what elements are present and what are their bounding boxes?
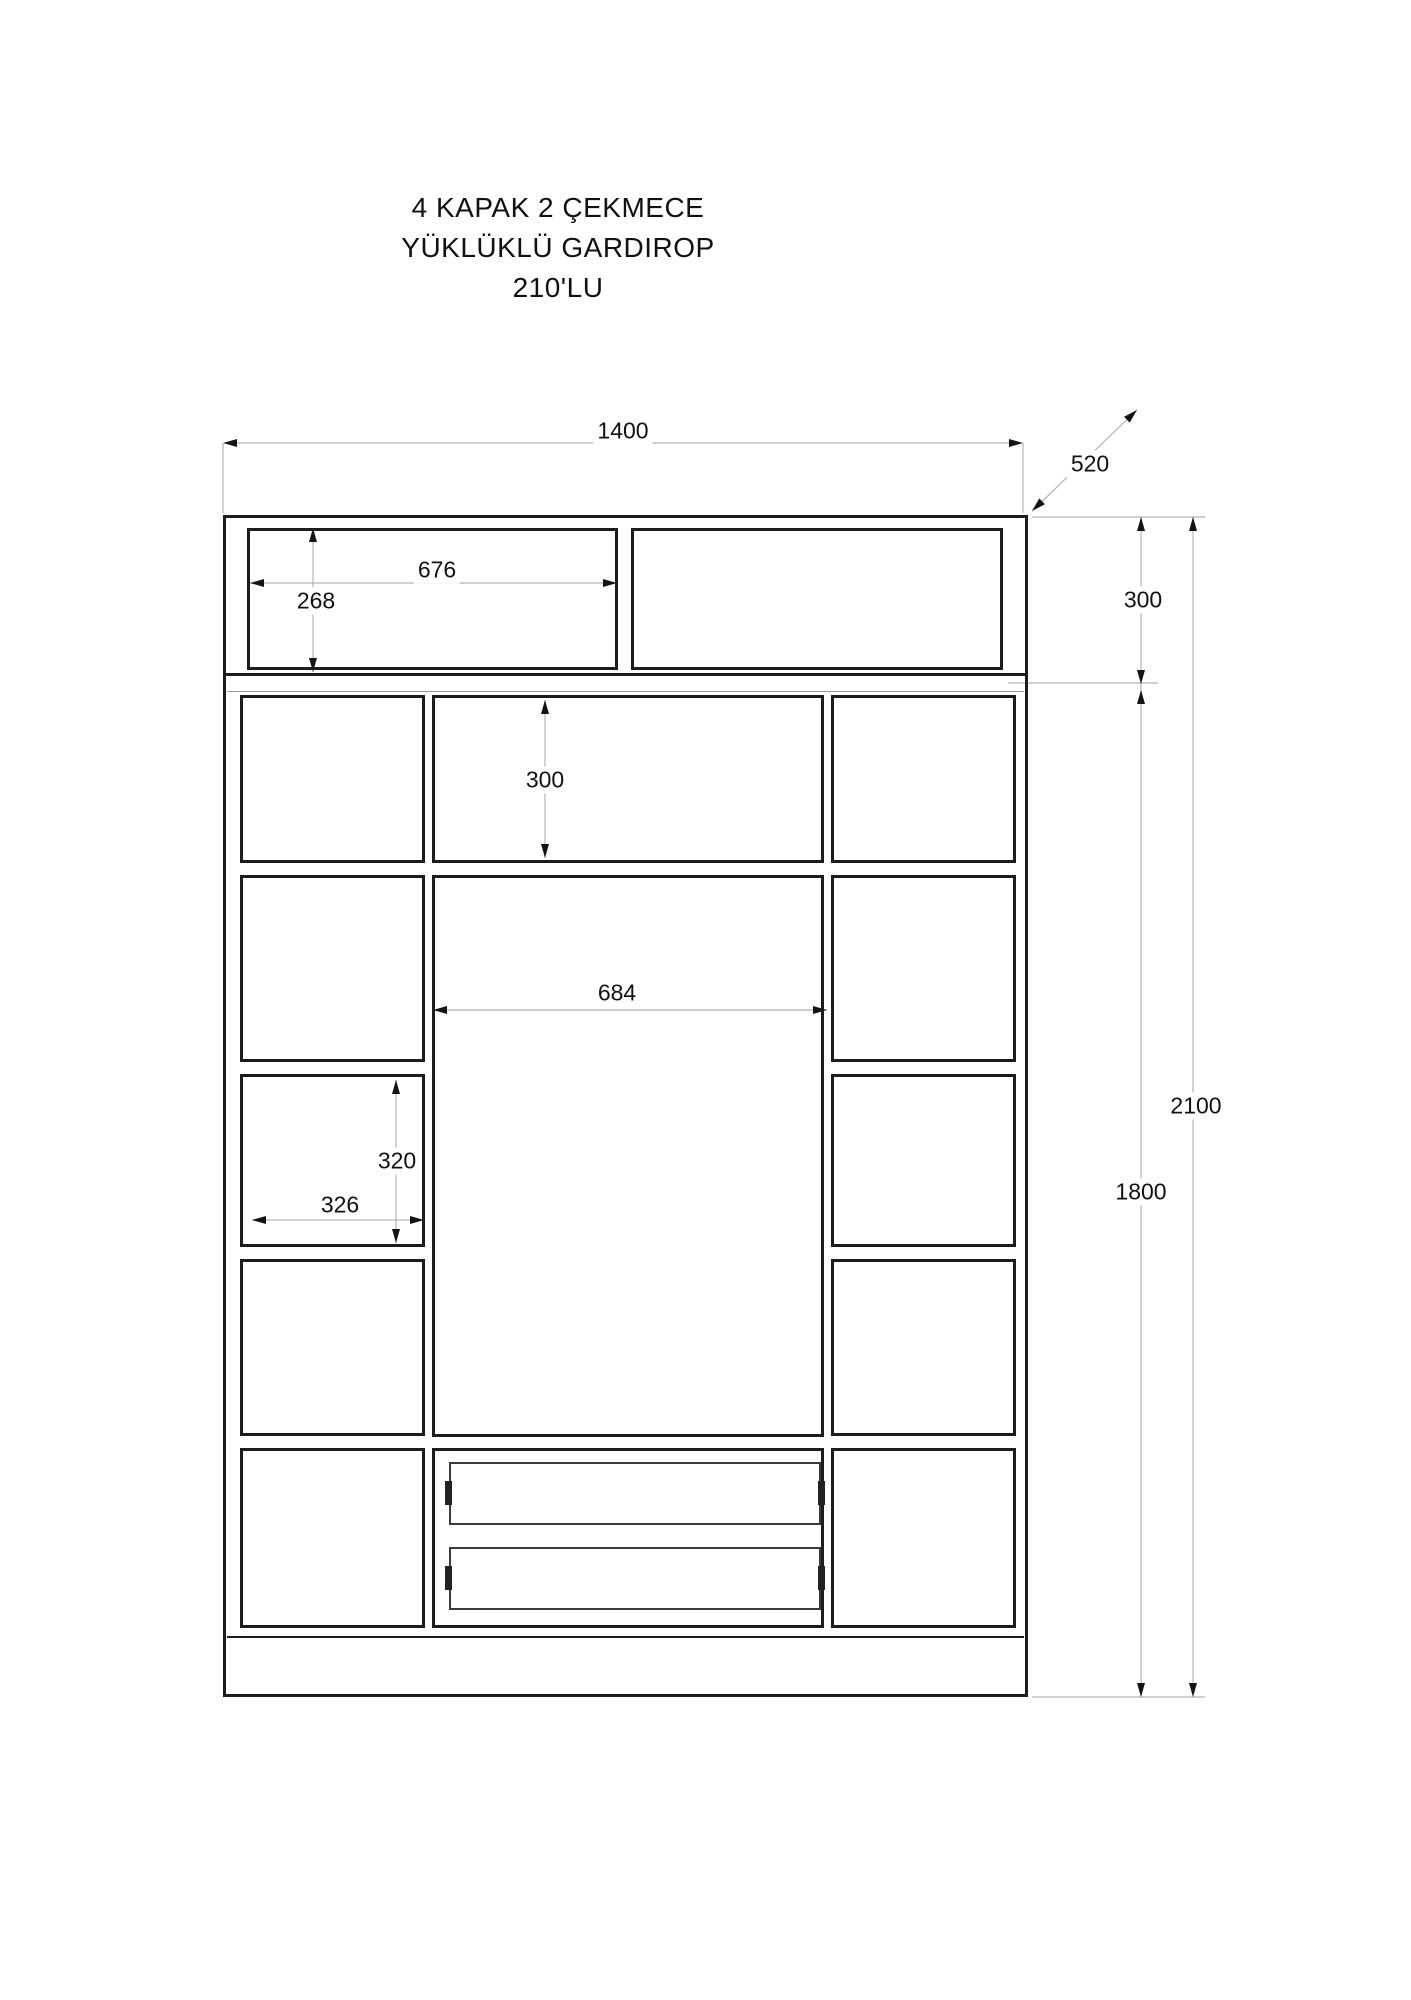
drawer-2 bbox=[449, 1547, 821, 1610]
dim-label-total-width: 1400 bbox=[593, 418, 652, 445]
right-column-cell-2 bbox=[831, 875, 1016, 1062]
plinth-top-edge bbox=[227, 1636, 1024, 1638]
left-column-cell-4 bbox=[240, 1259, 425, 1436]
drawer-2-handle-right bbox=[818, 1566, 825, 1590]
right-column-cell-5 bbox=[831, 1448, 1016, 1628]
right-column-cell-4 bbox=[831, 1259, 1016, 1436]
left-column-cell-5 bbox=[240, 1448, 425, 1628]
top-cabinet-bottom-panel bbox=[223, 673, 1028, 676]
middle-hanging-cell bbox=[432, 875, 824, 1437]
drawer-1-handle-right bbox=[818, 1481, 825, 1505]
right-column-cell-1 bbox=[831, 695, 1016, 863]
dim-label-depth: 520 bbox=[1067, 451, 1113, 478]
dim-label-middle-width: 684 bbox=[594, 980, 640, 1007]
middle-top-shelf-cell bbox=[432, 695, 824, 863]
title-line-2: YÜKLÜKLÜ GARDIROP bbox=[401, 232, 715, 263]
drawer-1-handle-left bbox=[445, 1481, 452, 1505]
dim-label-top-flap-width: 676 bbox=[414, 557, 460, 584]
dim-label-total-height: 2100 bbox=[1166, 1093, 1225, 1120]
drawer-1 bbox=[449, 1462, 821, 1525]
top-cabinet-flap-right bbox=[631, 528, 1003, 670]
dim-top-section-and-body-height bbox=[1137, 517, 1145, 1697]
dim-label-body-height: 1800 bbox=[1111, 1179, 1170, 1206]
dim-label-side-cell-height: 320 bbox=[374, 1148, 420, 1175]
title-line-1: 4 KAPAK 2 ÇEKMECE bbox=[411, 192, 705, 223]
dim-label-top-flap-height: 268 bbox=[293, 588, 339, 615]
left-column-cell-2 bbox=[240, 875, 425, 1062]
dim-total-width bbox=[223, 439, 1023, 513]
body-top-panel-edge bbox=[227, 691, 1024, 692]
dim-label-side-cell-width: 326 bbox=[317, 1192, 363, 1219]
dim-label-middle-shelf-height: 300 bbox=[522, 767, 568, 794]
left-column-cell-1 bbox=[240, 695, 425, 863]
drawer-2-handle-left bbox=[445, 1566, 452, 1590]
dim-label-top-section-height: 300 bbox=[1120, 587, 1166, 614]
title-line-3: 210'LU bbox=[512, 272, 604, 303]
right-column-cell-3 bbox=[831, 1074, 1016, 1247]
